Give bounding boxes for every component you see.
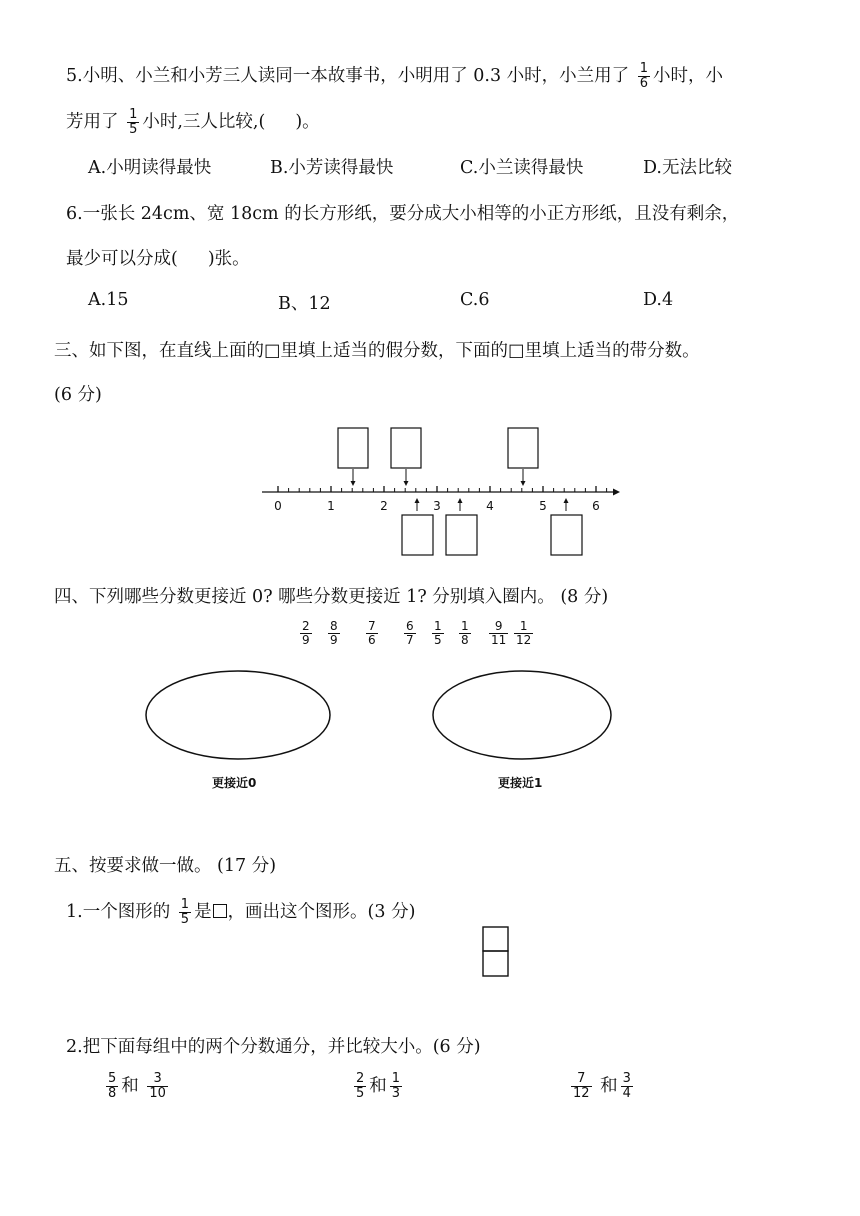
q1-text: ，画出这个图形。(3 分) xyxy=(227,902,416,922)
answer-box-upper[interactable] xyxy=(338,428,368,468)
fraction: $\frac{5}{8}$ xyxy=(108,1071,117,1101)
section5-q1 xyxy=(66,898,415,927)
fraction: $\frac{2}{9}$ xyxy=(302,619,310,647)
tick-label: 1 xyxy=(327,499,335,513)
pair-separator: 和 xyxy=(369,1076,387,1096)
q6-option-a[interactable]: A.15 xyxy=(88,290,129,310)
fraction: $\frac{9}{11}$ xyxy=(491,619,507,647)
number-line-tick-labels xyxy=(274,499,600,513)
ellipse-diagram xyxy=(140,665,620,770)
pair-separator: 和 xyxy=(600,1076,618,1096)
pointer-arrowhead xyxy=(415,498,420,503)
closer-to-one-circle[interactable] xyxy=(433,671,611,759)
fraction: $\frac{8}{9}$ xyxy=(330,619,338,647)
unit-square xyxy=(483,951,508,976)
q6-option-d[interactable]: D.4 xyxy=(643,290,674,310)
q5-text: )。 xyxy=(295,112,320,132)
q5-text: 5.小明、小兰和小芳三人读同一本故事书，小明用了 0.3 小时，小兰用了 xyxy=(66,66,630,86)
section3-score: (6 分) xyxy=(54,385,102,405)
fraction-list xyxy=(0,620,860,660)
q1-text: 1.一个图形的 xyxy=(66,902,171,922)
number-line-arrowhead xyxy=(613,489,620,496)
q6-option-c[interactable]: C.6 xyxy=(460,290,490,310)
q5-option-b[interactable]: B.小芳读得最快 xyxy=(270,158,394,178)
two-square-figure xyxy=(482,926,510,978)
answer-box-lower[interactable] xyxy=(551,515,582,555)
answer-box-lower[interactable] xyxy=(446,515,477,555)
tick-label: 5 xyxy=(539,499,547,513)
fraction: $\frac{1}{3}$ xyxy=(391,1071,401,1101)
fraction: $\frac{1}{5}$ xyxy=(434,619,442,647)
fraction: $\frac{1}{8}$ xyxy=(461,619,469,647)
fraction: $\frac{1}{5}$ xyxy=(180,897,190,927)
fraction: $\frac{1}{12}$ xyxy=(516,619,532,647)
section3-title: 三、如下图，在直线上面的□里填上适当的假分数，下面的□里填上适当的带分数。 xyxy=(54,341,700,361)
closer-to-zero-circle[interactable] xyxy=(146,671,330,759)
pointer-arrowhead xyxy=(458,498,463,503)
fraction: $\frac{2}{5}$ xyxy=(356,1071,365,1101)
tick-label: 4 xyxy=(486,499,494,513)
number-line-ticks xyxy=(278,486,607,492)
section4-title: 四、下列哪些分数更接近 0? 哪些分数更接近 1? 分别填入圈内。 (8 分) xyxy=(54,587,609,607)
answer-box-lower[interactable] xyxy=(402,515,433,555)
fraction-pair xyxy=(568,1072,636,1101)
section5-title: 五、按要求做一做。 (17 分) xyxy=(54,856,277,876)
fraction: $\frac{6}{7}$ xyxy=(406,619,414,647)
answer-box-upper[interactable] xyxy=(391,428,421,468)
tick-label: 0 xyxy=(274,499,282,513)
section5-q2: 2.把下面每组中的两个分数通分，并比较大小。(6 分) xyxy=(66,1037,481,1057)
pointer-arrowhead xyxy=(404,481,409,486)
q5-option-d[interactable]: D.无法比较 xyxy=(643,158,732,178)
q6-text: 最少可以分成( xyxy=(66,249,178,269)
q5-text: 小时，小 xyxy=(653,66,724,86)
q5-text: 小时,三人比较,( xyxy=(142,112,266,132)
answer-box-upper[interactable] xyxy=(508,428,538,468)
q6-line1: 6.一张长 24cm、宽 18cm 的长方形纸，要分成大小相等的小正方形纸，且没有剩余， xyxy=(66,204,740,224)
square-glyph xyxy=(213,904,227,918)
q5-option-a[interactable]: A.小明读得最快 xyxy=(88,158,212,178)
q6-option-b[interactable]: B、12 xyxy=(278,294,331,314)
unit-square xyxy=(483,927,508,951)
pointer-arrowhead xyxy=(351,481,356,486)
q1-text: 是 xyxy=(194,902,212,922)
fraction: $\frac{3}{4}$ xyxy=(622,1071,631,1101)
fraction: $\frac{7}{6}$ xyxy=(368,619,376,647)
q5-option-c[interactable]: C.小兰读得最快 xyxy=(460,158,584,178)
pair-separator: 和 xyxy=(121,1076,139,1096)
q5-line1 xyxy=(66,62,723,91)
q6-line2 xyxy=(66,245,250,270)
fraction: $\frac{7}{12}$ xyxy=(573,1071,590,1101)
number-line-diagram xyxy=(250,420,630,565)
tick-label: 3 xyxy=(433,499,441,513)
fraction-pair xyxy=(351,1072,405,1101)
pointer-arrowhead xyxy=(564,498,569,503)
q6-text: )张。 xyxy=(207,249,250,269)
closer-to-zero-label: 更接近0 xyxy=(212,776,257,790)
tick-label: 2 xyxy=(380,499,388,513)
fraction-pair xyxy=(103,1072,171,1101)
q5-text: 芳用了 xyxy=(66,112,119,132)
fraction: $\frac{1}{5}$ xyxy=(129,107,138,137)
q5-line2 xyxy=(66,108,320,137)
fraction: $\frac{1}{6}$ xyxy=(639,61,649,91)
closer-to-one-label: 更接近1 xyxy=(498,776,543,790)
tick-label: 6 xyxy=(592,499,600,513)
fraction: $\frac{3}{10}$ xyxy=(149,1071,166,1101)
pointer-arrowhead xyxy=(521,481,526,486)
